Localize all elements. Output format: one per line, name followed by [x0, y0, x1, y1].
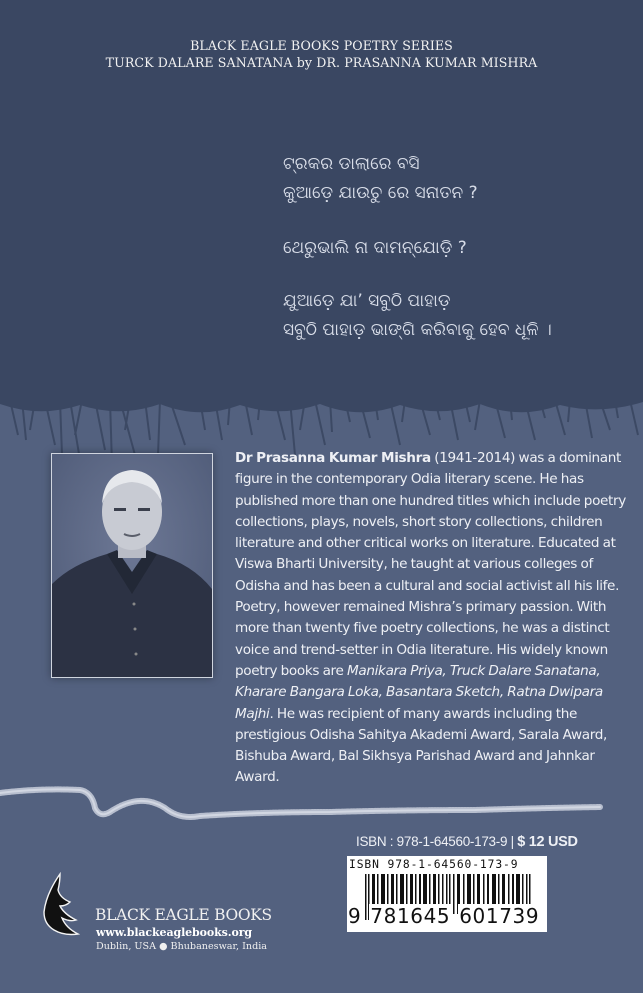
isbn-price-line: [356, 834, 578, 850]
poem-stanza: [283, 150, 552, 208]
author-portrait-image: [52, 454, 212, 677]
location-dublin: Dublin, USA: [96, 941, 157, 952]
barcode-first-digit: 9: [348, 904, 362, 928]
poem-stanza: [283, 234, 552, 263]
series-name: BLACK EAGLE BOOKS POETRY SERIES: [190, 38, 453, 53]
bullet-separator-icon: ●: [159, 941, 168, 952]
publisher-website: www.blackeaglebooks.org: [96, 926, 252, 939]
isbn-barcode: [347, 856, 547, 932]
poem-line: ଟ୍ରକର ଡାଲାରେ ବସି: [283, 154, 420, 174]
poem-line: ସବୁଠି ପାହାଡ଼ ଭାଙ୍ଗି କରିବାକୁ ହେବ ଧୂଳି ।: [283, 320, 552, 340]
poem-stanza: [283, 287, 552, 345]
publisher-name: BLACK EAGLE BOOKS: [95, 906, 272, 924]
black-eagle-logo-icon: [40, 872, 80, 938]
publisher-locations: [96, 941, 267, 952]
bio-text-part-1: (1941-2014) was a dominant figure in the contemporary Odia literary scene. He has published more than one hundred titles which include poetry collections, plays, novels, short story collections, children literature and other critical works on literature. Educated at Viswa Bharti University, he taught at various colleges of Odisha and has been a cultural and social activist all his life. Poetry, however remained Mishra’s primary passion. With more than twenty five poetry collections, he was a distinct voice and trend-setter in Odia literature. His widely known poetry books are: [235, 450, 626, 679]
author-name: Dr Prasanna Kumar Mishra: [235, 450, 431, 466]
poem-excerpt: [283, 150, 552, 371]
barcode-right-group: 601739: [459, 904, 540, 928]
isbn-label: ISBN : 978-1-64560-173-9 |: [356, 834, 518, 849]
poem-line: ଥେରୁଭାଲି ନା ଦାମନ୍‌ଯୋଡ଼ି ?: [283, 238, 467, 258]
book-titles: Manikara Priya, Truck Dalare Sanatana, Kharare Bangara Loka, Basantara Sketch, Ratna Dwipara Majhi: [235, 662, 603, 722]
poem-line: ଯୁଆଡ଼େ ଯା’ ସବୁଠି ପାହାଡ଼: [283, 291, 451, 311]
location-bhubaneswar: Bhubaneswar, India: [170, 941, 268, 952]
chalk-line-decoration: [0, 730, 643, 820]
publisher-logo-block: [38, 868, 278, 958]
bio-text-part-2: . He was recipient of many awards including the prestigious Odisha Sahitya Akademi Award, Sarala Award, Bishuba Award, Bal Sikhsya Parishad Award and Jahnkar Award.: [235, 705, 608, 786]
author-photo: [51, 453, 213, 678]
poem-line: କୁଆଡ଼େ ଯାଉଚୁ ରେ ସନାତନ ?: [283, 183, 478, 203]
barcode-isbn-text: ISBN 978-1-64560-173-9: [349, 858, 519, 871]
price: $ 12 USD: [517, 834, 578, 850]
series-header: [0, 37, 643, 71]
barcode-left-group: 781645: [370, 904, 451, 928]
barcode-digits: [347, 904, 540, 928]
book-title-author: TURCK DALARE SANATANA by DR. PRASANNA KUMAR MISHRA: [105, 55, 538, 70]
